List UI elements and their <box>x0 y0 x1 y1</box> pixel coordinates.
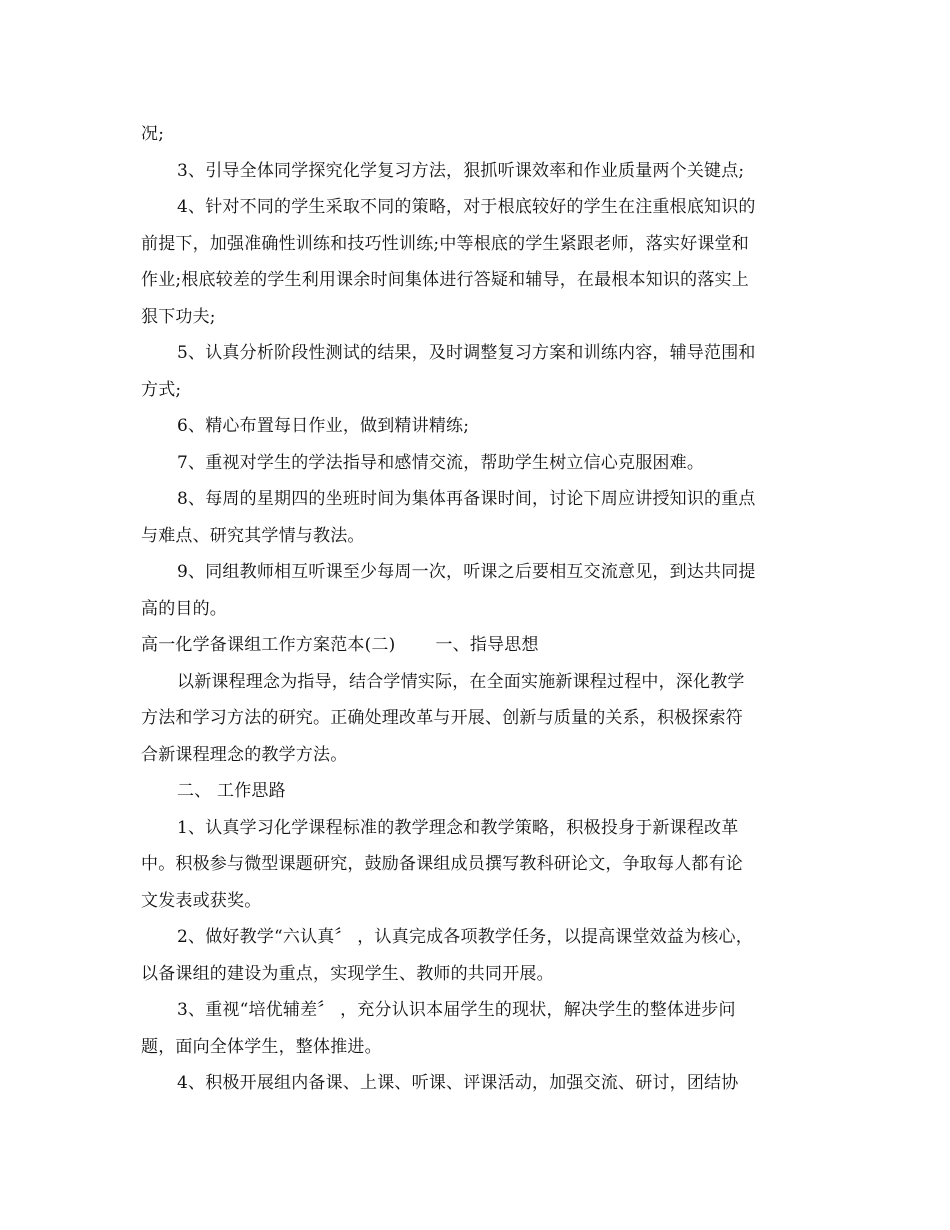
paragraph-block-1 <box>141 116 821 627</box>
text-line: 7、重视对学生的学法指导和感情交流，帮助学生树立信心克服困难。 <box>177 452 705 473</box>
text-line: 作业;根底较差的学生利用课余时间集体进行答疑和辅导，在最根本知识的落实上 <box>141 270 749 290</box>
paragraph-block-2 <box>141 664 821 1102</box>
text-line: 4、积极开展组内备课、上课、听课、评课活动，加强交流、研讨，团结协 <box>177 1073 739 1093</box>
text-line: 3、重视“培优辅差〞 ，充分认识本届学生的现状，解决学生的整体进步问 <box>177 1000 736 1020</box>
text-line: 4、针对不同的学生采取不同的策略，对于根底较好的学生在注重根底知识的 <box>177 197 756 217</box>
text-line: 8、每周的星期四的坐班时间为集体再备课时间，讨论下周应讲授知识的重点 <box>177 489 756 509</box>
text-line: 前提下，加强准确性训练和技巧性训练;中等根底的学生紧跟老师，落实好课堂和 <box>141 233 749 254</box>
text-line: 6、精心布置每日作业，做到精讲精练; <box>177 416 470 436</box>
section-heading <box>141 627 821 664</box>
text-line: 狠下功夫; <box>141 306 216 327</box>
text-line: 二、 工作思路 <box>177 781 286 801</box>
text-line: 以新课程理念为指导，结合学情实际，在全面实施新课程过程中，深化教学 <box>177 671 745 692</box>
section-subtitle: 一、指导思想 <box>435 635 539 655</box>
text-line: 3、引导全体同学探究化学复习方法，狠抓听课效率和作业质量两个关键点; <box>177 160 745 181</box>
text-line: 9、同组教师相互听课至少每周一次，听课之后要相互交流意见，到达共同提 <box>177 562 756 582</box>
text-line: 况; <box>141 124 165 144</box>
text-line: 文发表或获奖。 <box>141 890 262 911</box>
text-line: 以备课组的建设为重点，实现学生、教师的共同开展。 <box>141 963 554 984</box>
text-line: 5、认真分析阶段性测试的结果，及时调整复习方案和训练内容，辅导范围和 <box>177 343 756 363</box>
text-line: 方式; <box>141 379 182 400</box>
text-line: 中。积极参与微型课题研究，鼓励备课组成员撰写教科研论文，争取每人都有论 <box>141 854 743 874</box>
text-line: 方法和学习方法的研究。正确处理改革与开展、创新与质量的关系，积极探索符 <box>141 708 743 728</box>
text-line: 1、认真学习化学课程标准的教学理念和教学策略，积极投身于新课程改革 <box>177 817 739 838</box>
section-title: 高一化学备课组工作方案范本(二) <box>141 635 396 655</box>
text-line: 高的目的。 <box>141 598 227 619</box>
text-line: 2、做好教学“六认真〞 ，认真完成各项教学任务，以提高课堂效益为核心， <box>177 927 753 947</box>
document-body <box>141 116 821 1102</box>
text-line: 合新课程理念的教学方法。 <box>141 744 348 765</box>
text-line: 题，面向全体学生，整体推进。 <box>141 1036 382 1057</box>
text-line: 与难点、研究其学情与教法。 <box>141 525 365 546</box>
